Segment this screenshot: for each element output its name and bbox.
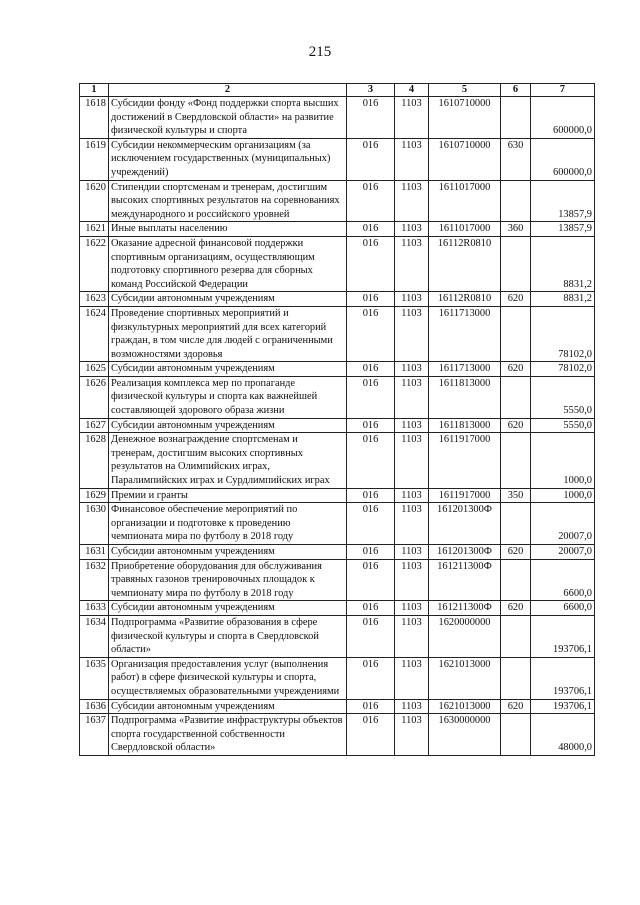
row-amount: 5550,0 [531,376,595,418]
row-number: 1624 [80,306,109,361]
expense-type-code: 620 [501,699,531,714]
expense-type-code [501,657,531,699]
section-code: 1103 [395,292,429,307]
row-name: Подпрограмма «Развитие образования в сфере физической культуры и спорта в Свердловской области» [109,615,347,657]
row-amount: 193706,1 [531,657,595,699]
target-article-code: 1611713000 [429,306,501,361]
target-article-code: 16112R0810 [429,292,501,307]
expense-type-code [501,236,531,291]
table-row [80,376,595,418]
table-row [80,97,595,139]
target-article-code: 16112R0810 [429,236,501,291]
row-amount: 78102,0 [531,306,595,361]
expense-type-code: 620 [501,292,531,307]
row-number: 1621 [80,222,109,237]
target-article-code: 1630000000 [429,714,501,756]
ministry-code: 016 [347,138,395,180]
expense-type-code [501,306,531,361]
col-header: 1 [80,84,109,97]
row-name: Реализация комплекса мер по пропаганде физической культуры и спорта как важнейшей составляющей здорового образа жизни [109,376,347,418]
ministry-code: 016 [347,601,395,616]
target-article-code: 1611917000 [429,433,501,488]
ministry-code: 016 [347,306,395,361]
target-article-code: 1611713000 [429,362,501,377]
expense-type-code: 630 [501,138,531,180]
row-number: 1623 [80,292,109,307]
expense-type-code [501,433,531,488]
target-article-code: 161211300Ф [429,559,501,601]
target-article-code: 161211300Ф [429,601,501,616]
row-name: Субсидии автономным учреждениям [109,362,347,377]
target-article-code: 1611017000 [429,222,501,237]
row-number: 1625 [80,362,109,377]
row-number: 1622 [80,236,109,291]
section-code: 1103 [395,180,429,222]
table-row [80,601,595,616]
row-amount: 13857,9 [531,222,595,237]
page-number: 215 [308,44,332,60]
col-header: 7 [531,84,595,97]
row-name: Субсидии некоммерческим организациям (за исключением государственных (муниципальных) учреждений) [109,138,347,180]
target-article-code: 1610710000 [429,97,501,139]
table-row [80,545,595,560]
table-row [80,236,595,291]
row-number: 1619 [80,138,109,180]
section-code: 1103 [395,601,429,616]
section-code: 1103 [395,306,429,361]
row-number: 1631 [80,545,109,560]
target-article-code: 1620000000 [429,615,501,657]
row-name: Премии и гранты [109,488,347,503]
table-row [80,306,595,361]
section-code: 1103 [395,657,429,699]
section-code: 1103 [395,97,429,139]
expense-type-code [501,559,531,601]
row-number: 1633 [80,601,109,616]
expense-type-code [501,503,531,545]
row-name: Организация предоставления услуг (выполнения работ) в сфере физической культуры и спорта, осуществляемых образовательными учреждениями [109,657,347,699]
row-name: Оказание адресной финансовой поддержки спортивным организациям, осуществляющим подготовку спортивного резерва для сборных команд Российской Федерации [109,236,347,291]
target-article-code: 1621013000 [429,657,501,699]
ministry-code: 016 [347,418,395,433]
row-name: Приобретение оборудования для обслуживания травяных газонов тренировочных площадок к чемпионату мира по футболу в 2018 году [109,559,347,601]
table-row [80,657,595,699]
row-amount: 8831,2 [531,236,595,291]
row-amount: 20007,0 [531,503,595,545]
col-header: 4 [395,84,429,97]
target-article-code: 1611017000 [429,180,501,222]
row-number: 1636 [80,699,109,714]
row-number: 1626 [80,376,109,418]
row-number: 1637 [80,714,109,756]
row-number: 1630 [80,503,109,545]
section-code: 1103 [395,433,429,488]
table-row [80,615,595,657]
table-row [80,433,595,488]
row-number: 1628 [80,433,109,488]
col-header: 6 [501,84,531,97]
section-code: 1103 [395,714,429,756]
row-name: Проведение спортивных мероприятий и физкультурных мероприятий для всех категорий граждан, в том числе для людей с ограниченными возможностями здоровья [109,306,347,361]
row-name: Подпрограмма «Развитие инфраструктуры объектов спорта государственной собственности Свердловской области» [109,714,347,756]
ministry-code: 016 [347,222,395,237]
row-amount: 193706,1 [531,615,595,657]
section-code: 1103 [395,503,429,545]
row-number: 1632 [80,559,109,601]
header-row [80,84,595,97]
col-header: 2 [109,84,347,97]
ministry-code: 016 [347,488,395,503]
row-number: 1618 [80,97,109,139]
row-amount: 48000,0 [531,714,595,756]
section-code: 1103 [395,545,429,560]
ministry-code: 016 [347,657,395,699]
section-code: 1103 [395,699,429,714]
expense-type-code: 620 [501,545,531,560]
row-amount: 78102,0 [531,362,595,377]
row-name: Субсидии автономным учреждениям [109,601,347,616]
table-row [80,503,595,545]
budget-table [79,83,595,756]
target-article-code: 1621013000 [429,699,501,714]
expense-type-code [501,180,531,222]
section-code: 1103 [395,376,429,418]
ministry-code: 016 [347,615,395,657]
section-code: 1103 [395,559,429,601]
row-number: 1627 [80,418,109,433]
expense-type-code [501,376,531,418]
row-amount: 6600,0 [531,601,595,616]
expense-type-code: 620 [501,418,531,433]
expense-type-code: 350 [501,488,531,503]
section-code: 1103 [395,362,429,377]
ministry-code: 016 [347,559,395,601]
table-row [80,699,595,714]
expense-type-code [501,97,531,139]
ministry-code: 016 [347,545,395,560]
expense-type-code [501,714,531,756]
row-number: 1634 [80,615,109,657]
row-name: Денежное вознаграждение спортсменам и тренерам, достигшим высоких спортивных результатов на Олимпийских играх, Паралимпийских играх и Сурдлимпийских играх [109,433,347,488]
ministry-code: 016 [347,180,395,222]
row-number: 1629 [80,488,109,503]
table-row [80,714,595,756]
target-article-code: 1611917000 [429,488,501,503]
table-row [80,362,595,377]
section-code: 1103 [395,138,429,180]
table-row [80,292,595,307]
table-row [80,418,595,433]
row-name: Субсидии автономным учреждениям [109,699,347,714]
section-code: 1103 [395,488,429,503]
ministry-code: 016 [347,236,395,291]
table-row [80,222,595,237]
expense-type-code [501,615,531,657]
row-amount: 5550,0 [531,418,595,433]
row-name: Стипендии спортсменам и тренерам, достигшим высоких спортивных результатов на соревнованиях международного и российского уровней [109,180,347,222]
section-code: 1103 [395,418,429,433]
ministry-code: 016 [347,97,395,139]
row-amount: 6600,0 [531,559,595,601]
target-article-code: 1611813000 [429,376,501,418]
target-article-code: 1610710000 [429,138,501,180]
row-amount: 600000,0 [531,138,595,180]
ministry-code: 016 [347,699,395,714]
table-row [80,180,595,222]
row-number: 1620 [80,180,109,222]
table-row [80,488,595,503]
expense-type-code: 620 [501,601,531,616]
row-amount: 13857,9 [531,180,595,222]
row-name: Субсидии автономным учреждениям [109,292,347,307]
expense-type-code: 620 [501,362,531,377]
ministry-code: 016 [347,376,395,418]
row-amount: 600000,0 [531,97,595,139]
ministry-code: 016 [347,714,395,756]
col-header: 3 [347,84,395,97]
table-row [80,559,595,601]
row-name: Субсидии автономным учреждениям [109,545,347,560]
ministry-code: 016 [347,292,395,307]
col-header: 5 [429,84,501,97]
section-code: 1103 [395,615,429,657]
row-amount: 8831,2 [531,292,595,307]
target-article-code: 161201300Ф [429,545,501,560]
row-name: Субсидии фонду «Фонд поддержки спорта высших достижений в Свердловской области» на развитие физической культуры и спорта [109,97,347,139]
row-number: 1635 [80,657,109,699]
row-name: Субсидии автономным учреждениям [109,418,347,433]
row-amount: 1000,0 [531,433,595,488]
row-amount: 193706,1 [531,699,595,714]
row-amount: 20007,0 [531,545,595,560]
row-name: Финансовое обеспечение мероприятий по организации и подготовке к проведению чемпионата мира по футболу в 2018 году [109,503,347,545]
expense-type-code: 360 [501,222,531,237]
section-code: 1103 [395,236,429,291]
ministry-code: 016 [347,362,395,377]
ministry-code: 016 [347,433,395,488]
row-name: Иные выплаты населению [109,222,347,237]
section-code: 1103 [395,222,429,237]
target-article-code: 1611813000 [429,418,501,433]
table-row [80,138,595,180]
target-article-code: 161201300Ф [429,503,501,545]
row-amount: 1000,0 [531,488,595,503]
ministry-code: 016 [347,503,395,545]
